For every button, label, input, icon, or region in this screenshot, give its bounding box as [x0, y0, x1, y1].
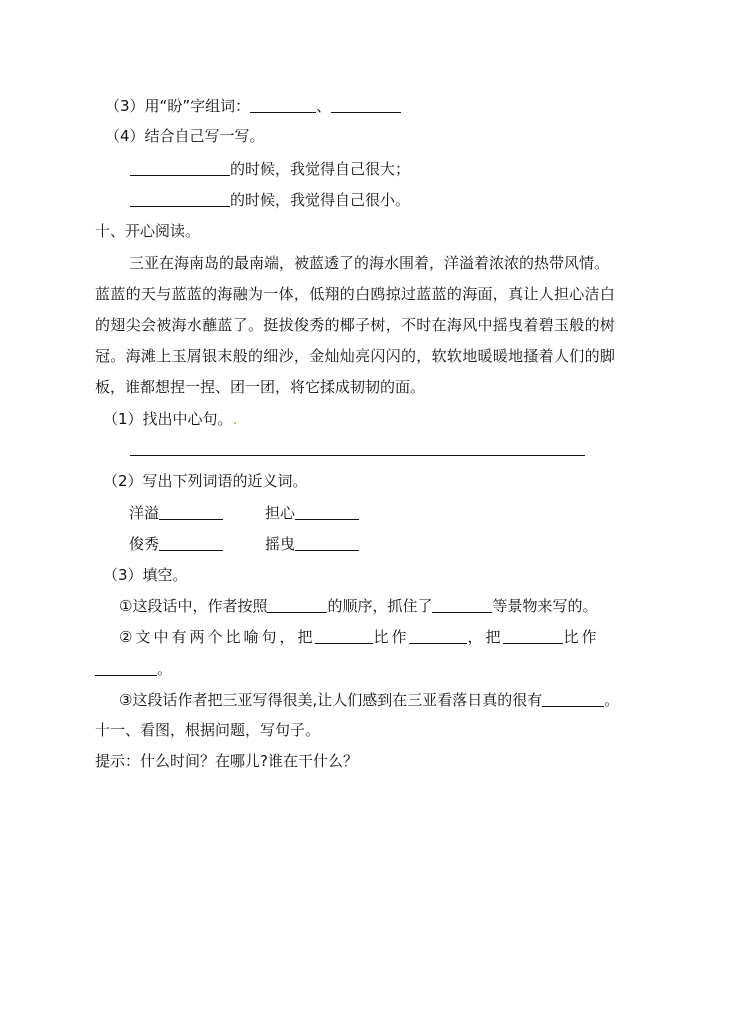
q4-label: （4）结合自己写一写。 [105, 127, 265, 145]
answer-blank[interactable] [542, 692, 604, 707]
fill1-text-c: 等景物来写的。 [492, 597, 598, 615]
word-item [129, 536, 223, 552]
q3-prefix: （3）用“盼”字组词： [105, 97, 251, 115]
answer-blank[interactable] [267, 598, 327, 613]
answer-blank[interactable] [295, 536, 359, 551]
fill-line-3 [119, 692, 619, 708]
fill3-text-b: 。 [604, 691, 620, 709]
fill-line-2-end [95, 661, 172, 677]
answer-blank[interactable] [159, 536, 223, 551]
answer-blank[interactable] [409, 629, 467, 644]
q1-text: （1）找出中心句。 [103, 410, 233, 428]
passage-line: 冠。海滩上玉屑银末般的细沙，金灿灿亮闪闪的，软软地暖暖地搔着人们的脚 [95, 347, 616, 365]
fill2-text-c: ，把 [467, 628, 504, 646]
fill1-text-a: ①这段话中，作者按照 [119, 597, 268, 615]
answer-blank[interactable] [315, 629, 373, 644]
q2-label: （2）写出下列词语的近义词。 [103, 472, 308, 490]
answer-blank[interactable] [130, 161, 230, 176]
passage-line: 蓝蓝的天与蓝蓝的海融为一体，低翔的白鸥掠过蓝蓝的海面，真让人担心洁白 [95, 285, 616, 303]
fill-line-2 [119, 629, 600, 645]
answer-blank[interactable] [250, 98, 316, 113]
answer-line[interactable] [130, 455, 585, 456]
answer-blank[interactable] [95, 661, 157, 676]
word-label: 洋溢 [129, 504, 160, 522]
word-item [129, 505, 223, 521]
word-label: 俊秀 [129, 535, 160, 553]
q3-line [105, 98, 401, 114]
fill2-text-a: ②文中有两个比喻句，把 [119, 628, 316, 646]
q1-dot: . [232, 410, 238, 428]
word-item [265, 536, 359, 552]
word-label: 担心 [265, 504, 296, 522]
q4-line2-text: 的时候，我觉得自己很小。 [230, 191, 411, 209]
answer-blank[interactable] [130, 192, 230, 207]
passage-line: 三亚在海南岛的最南端，被蓝透了的海水围着，洋溢着浓浓的热带风情。 [129, 254, 610, 272]
fill-line-1 [119, 598, 597, 614]
fill2-text-d: 比作 [563, 628, 600, 646]
fill1-text-b: 的顺序，抓住了 [327, 597, 433, 615]
answer-blank[interactable] [295, 505, 359, 520]
q1-label [103, 412, 237, 427]
answer-blank[interactable] [432, 598, 492, 613]
answer-blank[interactable] [159, 505, 223, 520]
q4-line1 [130, 161, 410, 177]
q4-line1-text: 的时候，我觉得自己很大； [230, 160, 411, 178]
q4-line2 [130, 192, 410, 208]
fill2-text-b: 比作 [373, 628, 410, 646]
passage-line: 的翅尖会被海水蘸蓝了。挺拔俊秀的椰子树，不时在海风中摇曳着碧玉般的树 [95, 316, 616, 334]
answer-blank[interactable] [331, 98, 401, 113]
section10-title: 十、开心阅读。 [95, 222, 201, 240]
passage-line: 板，谁都想捏一捏、团一团，将它揉成韧韧的面。 [95, 378, 426, 396]
answer-blank[interactable] [503, 629, 563, 644]
section11-hint: 提示：什么时间？在哪儿?谁在干什么？ [95, 752, 358, 770]
word-item [265, 505, 359, 521]
fill3-text-a: ③这段话作者把三亚写得很美,让人们感到在三亚看落日真的很有 [119, 691, 543, 709]
q3-separator: 、 [316, 97, 332, 115]
fill2-end: 。 [157, 660, 173, 678]
word-label: 摇曳 [265, 535, 296, 553]
q3-fill-label: （3）填空。 [103, 566, 188, 584]
section11-title: 十一、看图，根据问题，写句子。 [95, 721, 321, 739]
